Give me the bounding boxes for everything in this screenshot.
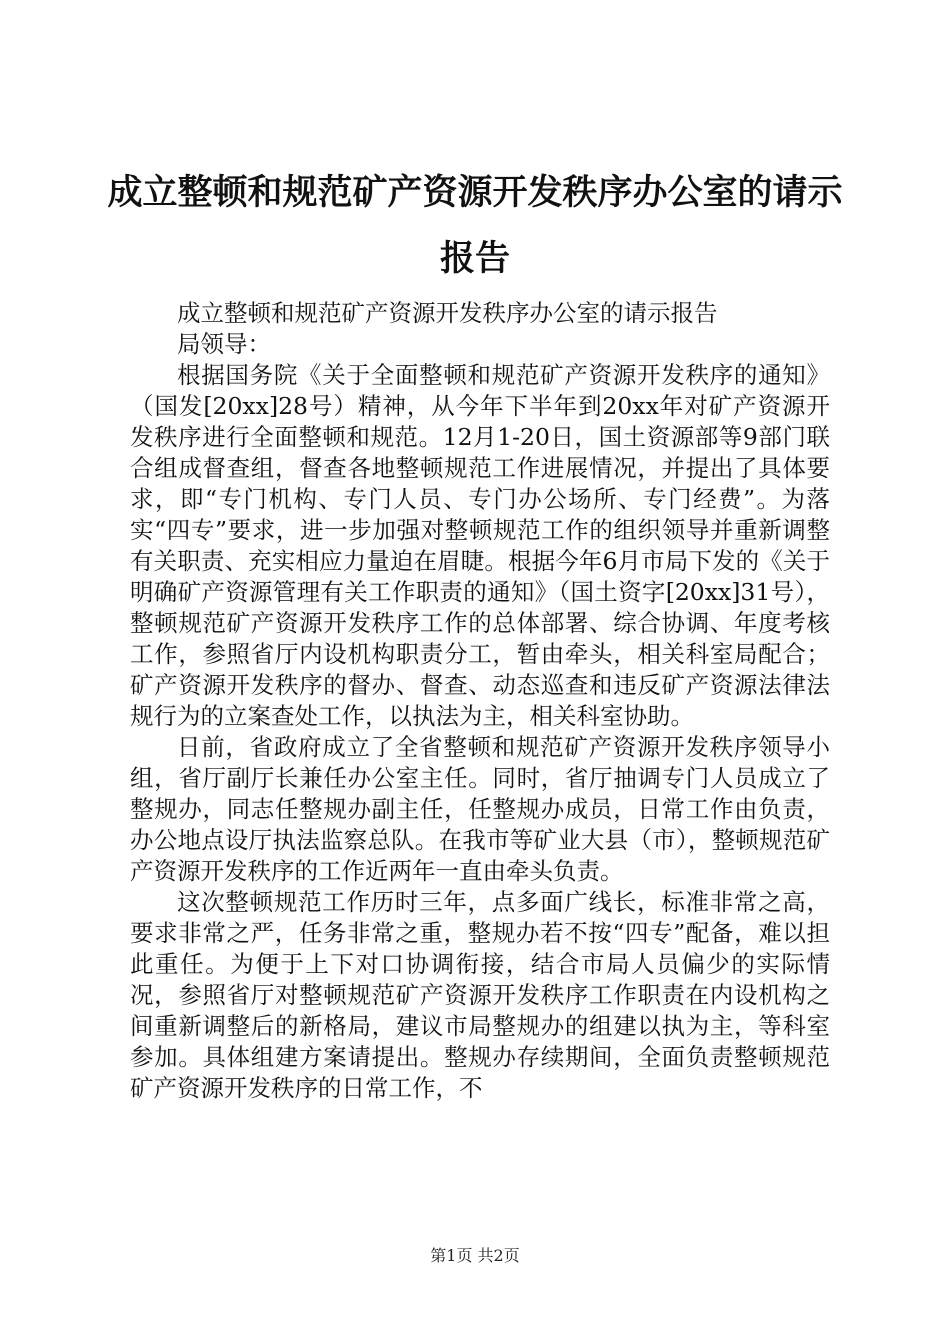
page-number-footer: 第1页 共2页 xyxy=(430,1246,520,1265)
body-paragraph: 这次整顿规范工作历时三年，点多面广线长，标准非常之高，要求非常之严，任务非常之重，整规办若不按“四专”配备，难以担此重任。为便于上下对口协调衔接，结合市局人员偏少的实际情况，参照省厅对整顿规范矿产资源开发秩序工作职责在内设机构之间重新调整后的新格局，建议市局整规办的组建以执为主，等科室参加。具体组建方案请提出。整规办存续期间，全面负责整顿规范矿产资源开发秩序的日常工作，不 xyxy=(130,888,830,1102)
body-paragraph: 日前，省政府成立了全省整顿和规范矿产资源开发秩序领导小组，省厅副厅长兼任办公室主任。同时，省厅抽调专门人员成立了整规办，同志任整规办副主任，任整规办成员，日常工作由负责，办公地点设厅执法监察总队。在我市等矿业大县（市），整顿规范矿产资源开发秩序的工作近两年一直由牵头负责。 xyxy=(130,733,830,885)
body-paragraph: 成立整顿和规范矿产资源开发秩序办公室的请示报告 xyxy=(177,299,718,327)
body-paragraph: 根据国务院《关于全面整顿和规范矿产资源开发秩序的通知》（国发[20xx]28号）精神，从今年下半年到20xx年对矿产资源开发秩序进行全面整顿和规范。12月1-20日，国土资源部等9部门联合组成督查组，督查各地整顿规范工作进展情况，并提出了具体要求，即“专门机构、专门人员、专门办公场所、专门经费”。为落实“四专”要求，进一步加强对整顿规范工作的组织领导并重新调整有关职责、充实相应力量迫在眉睫。根据今年6月市局下发的《关于明确矿产资源管理有关工作职责的通知》（国土资字[20xx]31号），整顿规范矿产资源开发秩序工作的总体部署、综合协调、年度考核工作，参照省厅内设机构职责分工，暂由牵头，相关科室局配合；矿产资源开发秩序的督办、督查、动态巡查和违反矿产资源法律法规行为的立案查处工作，以执法为主，相关科室协助。 xyxy=(130,361,830,730)
document-title: 成立整顿和规范矿产资源开发秩序办公室的请示报告 xyxy=(107,172,843,279)
salutation: 局领导： xyxy=(177,330,271,358)
document-body xyxy=(130,298,830,1104)
